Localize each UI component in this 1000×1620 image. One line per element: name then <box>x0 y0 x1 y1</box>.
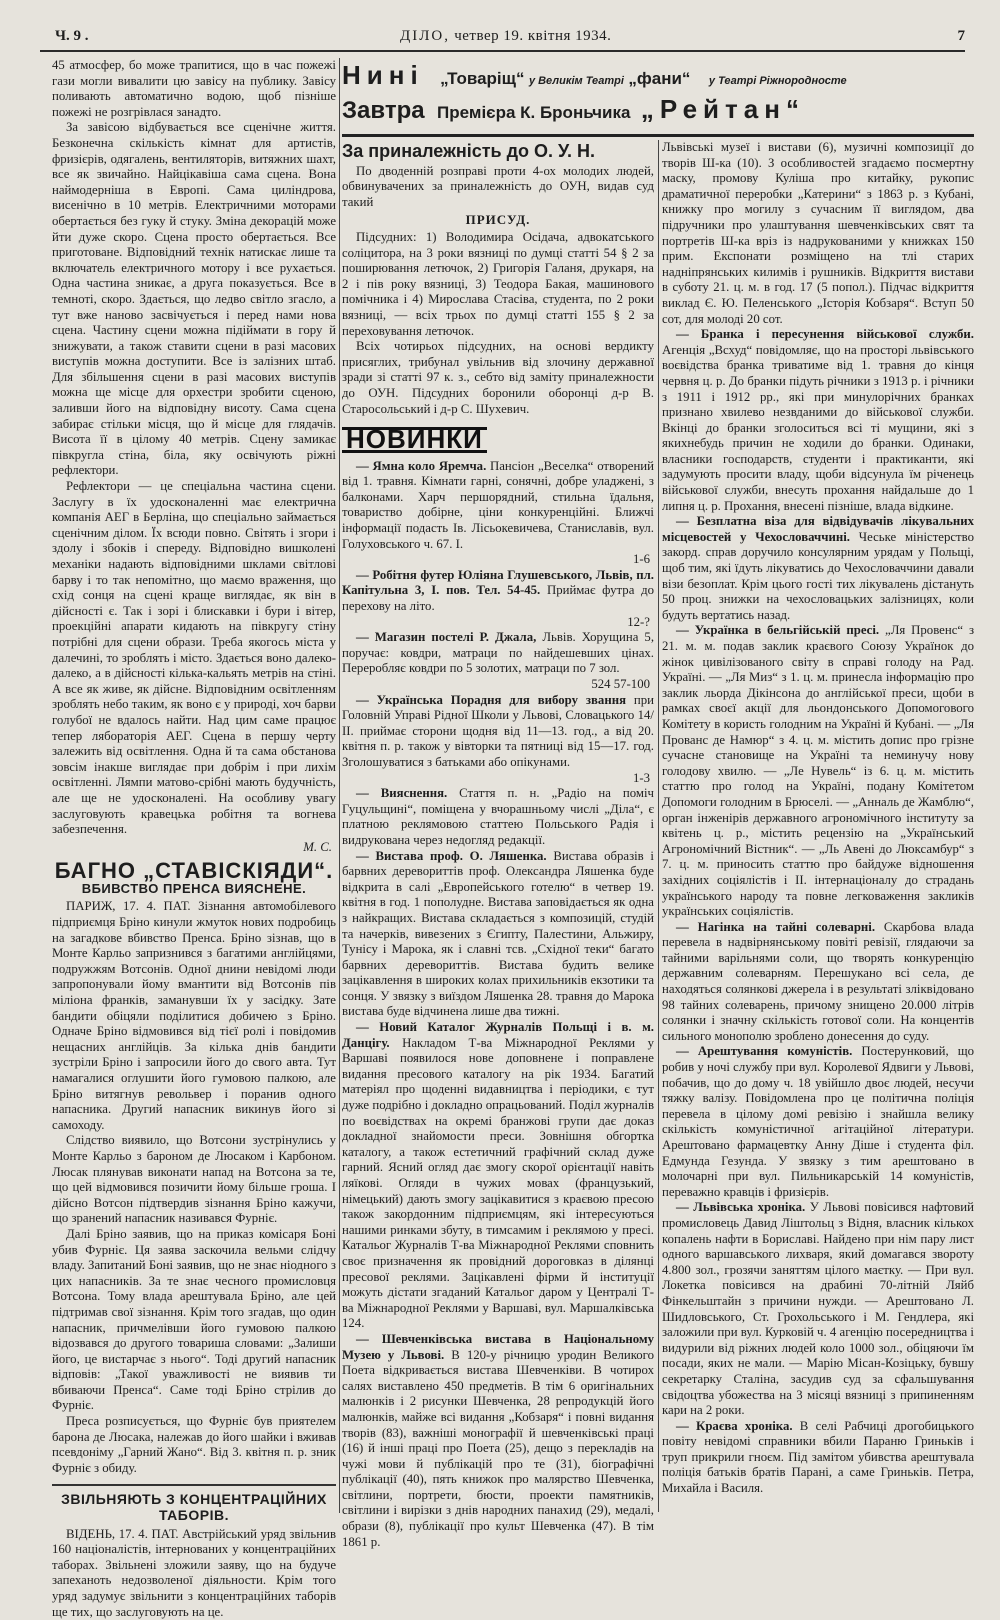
news-item-title: — Вистава проф. О. Ляшенка. <box>356 848 547 863</box>
news-item <box>662 1419 974 1497</box>
article-paragraph: За завісою відбувається все сценічне життя. Безконечна скількість кімнат для артистів, фризієрів, одягалень, вентиляторів, витяжних шахт, все як звичайно. Найцікавіша сама сцена. Вона наймодерніша в Европі. Сама циліндрова, висенічно в 10 метрів. Електричними моторами обертається без гуку й стуку. Зміна декорацій може йти дуже скоро. Сцена просто обертається. Все приготоване. Відповідний технік натискає лише та включатель електричного мотору і все рухається. Одна частина зникає, а друга показується. Все в темноті, скоро. Здається, що ледво світло згасло, а тут вже наново засвічується і перед нами нова сцена. Частину сцени можна підіймати в гору й знижувати, а також ставити сцени в разі масових виступів можна доступити. Все із залізних штаб. Для збільшення сцени в разі масових виступів можна ще місце для орхестри зробити сценою, заливши його на відповідну висоту. Сама сцена забирає стільки місця, що й місце для глядачів. Висота її в цілому 40 метрів. Сцену замикає півкругла стіна, біла, яку освічують ріжні рефлектори. <box>52 120 336 478</box>
page-number: 7 <box>957 28 965 44</box>
paper-title: ДІЛО, <box>400 28 450 44</box>
banner-line-2 <box>342 94 805 125</box>
news-item-text: Стаття п. н. „Радіо на поміч Гуцульщині“, поміщена у вчорашньому числі „Діла“, є платною реклямовою статтею Польського Радія і видрукована через недогляд редакції. <box>342 786 654 847</box>
subheadline-prens: ВБИВСТВО ПРЕНСА ВИЯСНЕНЕ. <box>81 880 307 896</box>
ad-number: 12-? <box>627 614 650 629</box>
theatre-banner <box>342 60 974 136</box>
news-item-text: Накладом Т-ва Міжнародної Реклями у Варшаві появилося нове доповнене і поправлене видання пресового каталогу на рік 1934. Багатий матеріял про щоденні видавництва і періодики, є тут дуже подрібно і докладно опрацьований. Поділ журналів по воєвідствах на окремі бранжові групи дає доказ докладної знайомости преси. Зовнішня обгортка каталогу, а також естетичний графічний склад дуже гарний. Ясний огляд дає змогу скорої орієнтації навіть ляїкові. Огляди в чужих мовах (французький, німецький) дають змогу зацікавитися з краєвою пресою також закордонним підприємцям, які інтересуються нашими ринками збуту, в тимсамим і реклямою у пресі. Катальог Журналів Т-ва Міжнародної Реклями сповнить своє призначення як провідний дороговказ в ділянці пресової реклями. Зацікавлені фірми й інституції можуть дістати згаданий Катальог даром у Централі Т-ва Міжнародної Реклями у Варшаві, вул. Маршалківська 124. <box>342 1035 654 1331</box>
article-paragraph: ПАРИЖ, 17. 4. ПАТ. Зізнання автомобілевого підприємця Бріно кинули жмуток нових подробиць на загадкове вбивство Пренса. Бріно зізнав, що в Монте Карльо запризнився з багатими англійцями, подружжям Вотсонів. Одної днини невідомі люди запропонували йому вмантити від Вотсонів пів міліона франків, заманувши їх у засідку. Зате бандити обіцяли поділитися добичею з Бріно. Одначе Бріно відмовився від тієї ролі і повідомив нещасних англійців. За кілька днів бандити зустріли Бріно і запросили його до свого авта. Тут намагалися оглушити його гумовою палкою, але Бріно витягнув револьвер і поранив одного напасника. Другий напасник викинув його зі самоходу. <box>52 899 336 1132</box>
news-item <box>662 1044 974 1200</box>
section-title-novynky: НОВИНКИ <box>342 427 487 453</box>
ad-number: 1-3 <box>632 770 650 785</box>
article-paragraph: Всіх чотирьох підсудних, на основі вердикту присяглих, трибунал увільнив від злочину державної зради зі статті 97 к. з., себто від заміту приналежности до ОУН. Підсудних боронили оборонці д-р В. Старосольський і д-р С. Шухевич. <box>342 339 654 416</box>
news-item-title: — Львівська хроніка. <box>676 1200 806 1215</box>
news-item-title: — Вияснення. <box>356 786 448 801</box>
news-item-text: У Львові повісився нафтовий промисловець Давид Ліштольц з Відня, власник кількох копалень нафти в Бориславі. Найдено при нім пару лист одного варшавського лихваря, який домагався звороту 4.800 зол., грозячи заняттям цілого маєтку. — При вул. Локетка повісився на драбині 70-літній Ляйб Фінкельштайн з причини нужди. — Арештовано Л. Шидловського, Ст. Грохольського і М. Гендлера, які заложили при вул. Курковій ч. 4 агенцію посередництва і видурили від ріжних людей коло 1000 зол., обіцяючи їм посади, яких не мали. — Марію Місан-Козіцьку, бувшу секретарку Сталіна, засудив суд за сфальшування свідоцтва убожества на 3 місяці вязниці з припиненням кари на 2 роки. <box>662 1200 974 1418</box>
news-item-text: Чеське міністерство закорд. справ доручило консулярним урядам у Польщі, щоб тим, які їдуть лікуватись до Чехословаччини давали візи безоплат. Крім цього гості тих лікувалень дістануть 50 проц. знижки на чехословацьких залізницях, коли будуть вертатись назад. <box>662 529 974 622</box>
news-item-title: — Українська Порадня для вибору звання <box>356 692 626 707</box>
news-item-text: Постерунковий, що робив у ночі службу при вул. Королевої Ядвиги у Львові, побачив, що до дому ч. 18 увійшло двоє людей, несучи тяжку валізу. Повідомлена про це політична поліція перевела в цілому домі ревізію і знайшла велику скількість комуністичної агітаційної літератури. Арештовано фармацевтку Анну Діше і студента філ. Едмунда Гезунда. У звязку з тим арештовано в молочарні при вул. Пильникарській 14 комуністів, переважно кравців і фризієрів. <box>662 1044 975 1199</box>
masthead-rule <box>40 50 965 52</box>
article-paragraph: Преса розписується, що Фурніє був приятелем барона де Люсака, належав до його шайки і вживав псевдоніму „Гарний Жано“. Від 3. квітня п. р. зник Фурніє з обиду. <box>52 1414 336 1475</box>
banner-play-3: „Рейтан“ <box>640 94 805 124</box>
banner-now: Нині <box>342 60 424 90</box>
news-item <box>662 327 974 514</box>
ad-number: 1-6 <box>632 552 650 567</box>
news-item <box>662 623 974 919</box>
article-paragraph: 45 атмосфер, бо може трапитися, що в час пожежі гази могли вивалити цю завісу на публику. Завісу поливають автоматично водою, щоб пізніше пожежі не розгрівлася занадто. <box>52 58 336 119</box>
news-item <box>342 786 654 848</box>
article-paragraph: Підсудних: 1) Володимира Осідача, адвокатського соліцитора, на 3 роки вязниці по думці статті 54 § 2 за поширювання летючок, 2) Григорія Галаня, друкаря, на 2 і пів року вязниці, 3) Теодора Бакая, машинового помічника і 4) Мирослава Стасіва, студента, по 2 роки вязниці, — всіх трьох по думці статті 155 § 2 за переховування летючок. <box>342 229 654 338</box>
news-item-text: „Ля Провенс“ з 21. м. м. подав заклик краєвого Союзу Українок до жінок цивілізованого світу в справі голоду на Рад. Україні. — „Ля Миз“ з 1. ц. м. принесла інформацію про заклик льорда Дікінсона до англійської преси, щоби в рамках своєї акції для льондонського Допомогового Комітету в користь голодним на Україні й Кубані. — „Ля Прованс де Намюр“ з 4. ц. м. містить допис про грізне сучасне становище на Україні та неминучу нову голодову хвилю. — „Ле Нувель“ із 6. ц. м. містить статтю про голод на Україні, подану Комітетом Допомоги голодним в Брюселі. — „Анналь де Жамблю“, орган інженірів державного агрономічного інституту за квітень ц. р., містить рецензію на „Український Агрономічний Вістник“. — „Ль Авені до Люксамбур“ з 7. ц. м. приносить статтю про байдуже відношення західних соціялістів і ІІ. інтернаціоналу до страдань українського народу та повне легковаження закликів українських соціялістів. <box>662 623 975 919</box>
news-item-title: — Новий Каталог Журналів Польщі і в. м. Данцігу. <box>342 1020 654 1050</box>
banner-play-2: „фани“ <box>628 69 691 88</box>
article-paragraph: Львівські музеї і вистави (6), музичні композиції до творів Ш-ка (10). З особливостей згадаємо посмертну маску, промову Куліша про китайку, рукопис драматичної переробки „Катерини“ з 1863 р. з Кубані, книжку про могилу з сучасним її виглядом, два підручники про улаштування шевченківських свят та портретів Ш-ка вріз із надрукованими у книжках 150 прим. Експонати розміщено на тлі старих надніпрянських килимів і рушників. Відкриття вистави в суботу 21. ц. м. в год. 17 (5 попол.). Підчас відкриття виклад Є. Ю. Пеленського „Історія Кобзаря“. Вступ 50 сот, для молоді 20 сот. <box>662 140 974 326</box>
news-item-title: — Магазин постелі Р. Джала, <box>356 630 537 645</box>
banner-venue-2: у Театрі Ріжнородносте <box>708 75 847 87</box>
news-item-title: — Краєва хроніка. <box>676 1418 793 1433</box>
news-item <box>342 459 654 553</box>
headline-stavisky: БАГНО „СТАВІСКІЯДИ“. <box>54 858 334 884</box>
news-item-text: В селі Рабчиці дрогобицького повіту невідомі справники вбили Параню Гриньків і труп прикрили гноєм. Під замітом убивства арештувала поліція батьків братів Парані, а саме Гриньків. Петра, Михайла і Василя. <box>662 1418 975 1496</box>
article-paragraph: ВІДЕНЬ, 17. 4. ПАТ. Австрійський уряд звільнив 160 націоналістів, інтернованих у концентраційних таборах. Звільнені зложили заяву, що на будуче запеханоть недозволеної діяльности. Крім того уряд задумує звільнити з концентраційних таборів ще тих, що заслуговують на це. <box>52 1526 336 1619</box>
banner-line-1 <box>342 60 847 91</box>
news-item <box>342 630 654 677</box>
news-item-title: — Шевченківська вистава в Національному Музею у Львові. <box>342 1331 654 1362</box>
headline-camps: ЗВІЛЬНЯЮТЬ З КОНЦЕНТРАЦІЙНИХ ТАБОРІВ. <box>61 1491 327 1524</box>
banner-tomorrow: Завтра <box>342 97 425 124</box>
news-item-text: Приймає футра до перехову на літо. <box>342 583 654 614</box>
news-item-text: Скарбова влада перевела в надвірнянському повіті ревізії, глядаючи за тайними варільнями соли, що творять конкуренцію державним солеварням. Перешукано всі села, де находяться солянкові джерела і в результаті зліквідовано 98 тайних солеварень, причому знищено 20.000 літрів солянки і значну скількість готової соли. На концентів сильного монополю зроблено донесення до суду. <box>662 919 974 1043</box>
news-item <box>342 568 654 615</box>
ad-number: 524 57-100 <box>591 677 650 691</box>
news-item-title: — Нагінка на тайні солеварні. <box>676 919 876 934</box>
news-item-text: Агенція „Всхуд“ повідомляє, що на просторі львівського воєвідства бранка триватиме від 1. травня до кінця червня ц. р. До бранки підуть річники з 1913 р. і річники з 1911 і 1912 рр., які при минулорічних бранках признано хвилево незвданими до військової служби. Вкінці до бранки зголоситься всі ті мущини, які з якихнебудь причин не ходили до бранки. Одинаки, власники господарств, студенти і практиканти, які задумують просити владу, щоби відсунула їм річенець військової служби, внесуть прохання найдальше до 1 липня ц. р. Прохання, внесені пізніше, влада відкине. <box>662 342 974 513</box>
column-middle <box>342 140 655 1549</box>
news-item <box>662 514 974 623</box>
article-paragraph: Далі Бріно заявив, що на приказ комісаря Боні убив Фурніє. Ця заява заскочила вельми слідчу владу. Запитаний Боні заявив, що не знає ніодного з цих напасників. За те знає чесного промисловця Вотсона. Тому влада арештувала Бріно, але цей підтримав свої зізнання. Крім того згадав, що один напасник, причмелівши його гумовою палкою відозвався до другого товариша словами: „Залиши його, це вистарчає з нього“. Тоді другий напасник відповів: „Такої уважливості не виявив ти вбиваючи Пренса“. Саме тоді Бріно стрілив до Фурніє. <box>52 1226 336 1413</box>
column-left <box>52 58 336 1619</box>
column-divider-2 <box>658 140 659 1512</box>
news-item-title: — Українка в бельгійській пресі. <box>676 623 880 638</box>
masthead <box>55 28 965 50</box>
news-item-title: — Бранка і пересунення військової служби. <box>676 327 974 342</box>
article-paragraph: Слідство виявило, що Вотсони зустрінулись у Монте Карльо з бароном де Люсаком і Карбоном. Люсак плянував виконати напад на Вотсона за те, що цей відмовився позичити йому більше гроша. І дійсно Вотсон підтвердив зізнання Бріно кажучи, що зранений напасник називався Фурніє. <box>52 1133 336 1226</box>
article-signature: М. С. <box>303 839 332 854</box>
banner-venue-1: у Великім Театрі <box>528 75 624 87</box>
paper-title-date <box>400 28 611 45</box>
column-right <box>662 140 974 1512</box>
news-item-title: — Безплатна віза для відвідувачів лікувальних місцевостей у Чехословаччині. <box>662 514 974 544</box>
news-item <box>662 920 974 1045</box>
news-item <box>342 849 654 1021</box>
headline-oun: За приналежність до О. У. Н. <box>342 141 595 161</box>
news-item-title: — Ямна коло Яремча. <box>356 458 487 473</box>
news-item-title: — Арештування комуністів. <box>676 1044 853 1059</box>
article-paragraph: По дводенній розправі проти 4-ох молодих людей, обвинувачених за приналежність до ОУН, видав суд такий <box>342 163 654 209</box>
news-item <box>342 1020 654 1332</box>
section-rule <box>52 1484 336 1486</box>
banner-play-1: „Товаріщ“ <box>440 69 525 88</box>
news-item-text: Вистава образів і барвних деревориттів проф. Олександра Ляшенка буде відкрита в салі „Европейського готелю“ в четвер 19. квітня в год. 1 пополудне. Вистава заповідається як одна з найкращих. Вистава складається з композицій, студій та начерків, вивезених з Єгипту, Палестини, Альжиру, Тунісу і Марока, як і славні тсв. „Східної теки“ багато барвних деревориттів. Вистава будить велике зацікавлення в широких колах прихильників екзотики та сонця. У звязку з виїздом Ляшенка 28. травня до Марока вистава буде відчинена лише два тижні. <box>342 848 654 1019</box>
news-item-text: Львів. Хорущина 5, поручає: ковдри, матраци по найдешевших цінах. Переробляє ковдри по 5 золотих, матраци по 7 зол. <box>342 630 655 676</box>
news-item <box>662 1200 974 1418</box>
news-item-text: Пансіон „Веселка“ отворений від 1. травня. Кімнати гарні, сонячні, добре уладжені, з балконами. Харч першорядний, стильна їдальня, товариство добірне, ціни конкуренційні. Ближчі інформації подасть Ів. Лісьокевичева, Станиславів, вул. Голуховського ч. 67. І. <box>342 458 655 551</box>
column-divider-1 <box>339 58 340 1513</box>
banner-premiere: Премієра К. Броньчика <box>437 103 631 122</box>
issue-date: четвер 19. квітня 1934. <box>454 28 612 44</box>
news-item-text: при Головній Управі Рідної Школи у Львові, Словацького 14/ІІ. приймає сторони щодня від 11—13. год., а від 20. квітня п. р. також у вівторки та пятниці від 15—17. год. Зголошуватися з батьками або опікунами. <box>342 692 654 769</box>
news-item-text: В 120-у річницю уродин Великого Поета відкривається вистава Шевченківи. В чотирох салях виставлено 450 предметів. В тім 6 оригінальних малюнків і 2 рисунки Шевченка, 28 репродукцій його малюнків, майже всі видання „Кобзаря“ і повні видання творів (83), важніші монографії й шевченківські праці (16) й інші праці про Поета (25), дещо з перекладів на чужі мови й публікацій про те (31), біографічні публікації (40), пять книжок про малярство Шевченка, світлини, портрети, бюсти, проекти памятників, світлини і вирізки з днів народних панахид (29), медалі, образи (8), публікації про культ Шевченка (47). В тім 1861 р. <box>342 1347 655 1549</box>
news-item <box>342 693 654 771</box>
news-item-title: — Робітня футер Юліяна Глушевського, Львів, пл. Капітульна 3, І. пов. Тел. 54-45. <box>342 567 654 598</box>
news-item <box>342 1332 654 1550</box>
issue-label: Ч. 9 . <box>55 28 89 44</box>
verdict-heading: ПРИСУД. <box>465 212 531 228</box>
banner-rule <box>342 134 974 137</box>
article-paragraph: Рефлектори — це спеціальна частина сцени. Заслугу в їх удосконаленні має електрична компанія АЕГ в Берліна, що спеціально займається сценічним ділом. Їх всюди повно. Світять і згори і здолу і збоків і спереду. Відповідно вишколені механіки надають відповідними шклами світлові барву і то так непомітно, що маємо враження, що схід сонця на сцені краще виглядає, як він в дійсності є. Так і зорі і блискавки і бури і вітер, проекційні апарати кидають на півкругу стіну потрібні для сцени образи. Треба якогось міста у далечині, то зроблять і місто. Здається воно далеко-далеко, а в дійсності кілька-кальять метрів на стіні. А все як живе, як дійсне. Відповідним освітленням зроблять небо таким, як воно є у природі, хоч барви голубої не вдалось найти. Над цим саме працює тепер лябораторія АЕГ. Сцена в першу черту залежить від освітлення. Одна й та сама обстанова зовсім інакше виглядає при добрім і при лихім освітленні. Лямпи матово-срібні мають будучність, але ще не удосконалені. На особливу увагу заслуговують кравецька робітня та вогнева забезпечення. <box>52 479 336 837</box>
